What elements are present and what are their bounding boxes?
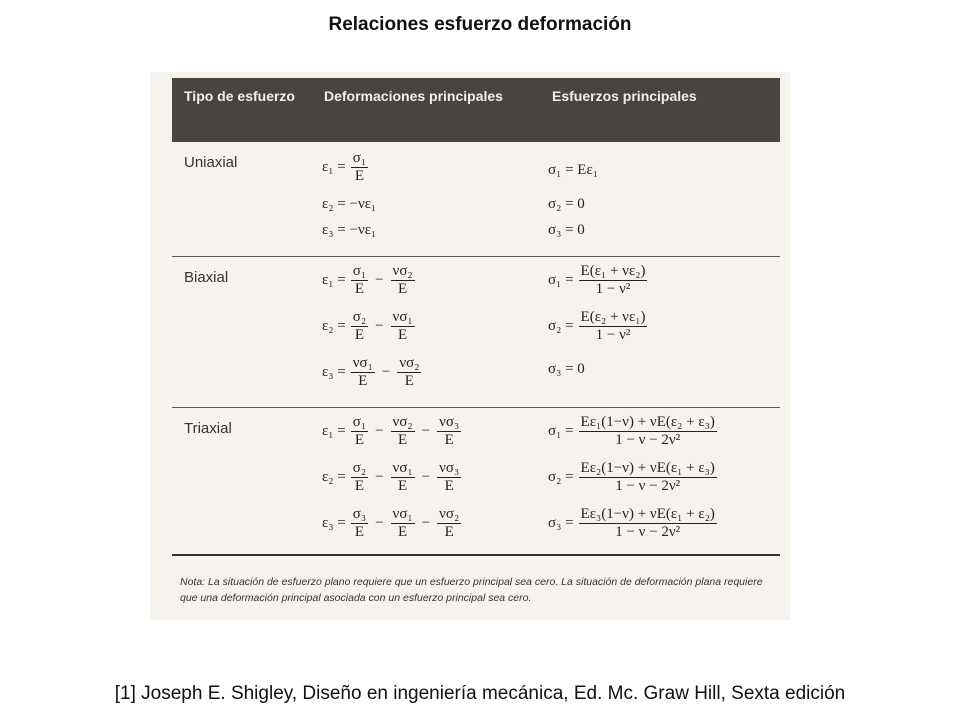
equation: σ₁ = $\frac{\text{E(ε₁ + νε₂)}}{\text{1 − ν²}}$ <box>548 263 646 297</box>
section-uniaxial <box>172 142 780 257</box>
equation: σ₂ = $\frac{\text{Eε₂(1−ν) + νE(ε₁ + ε₃)}}{\text{1 − ν − 2ν²}}$ <box>548 460 715 494</box>
equation: ε₃ = $\frac{\text{νσ₁}}{E}$ − $\frac{\text{νσ₂}}{E}$ <box>322 355 420 389</box>
table-note-area <box>172 556 780 616</box>
equation: ε₁ = $\frac{\text{σ₁}}{E}$ − $\frac{\text{νσ₂}}{E}$ <box>322 263 413 297</box>
equation: ε₃ = $\frac{\text{σ₃}}{E}$ − $\frac{\text{νσ₁}}{E}$ − $\frac{\text{νσ₂}}{E}$ <box>322 506 460 540</box>
header-stress-type: Tipo de esfuerzo <box>184 88 295 104</box>
section-type-label: Uniaxial <box>184 154 238 171</box>
table-header <box>172 78 780 142</box>
slide-title: Relaciones esfuerzo deformación <box>328 14 632 35</box>
equation: σ₃ = 0 <box>548 361 585 377</box>
equation: ε₂ = $\frac{\text{σ₂}}{E}$ − $\frac{\text{νσ₁}}{E}$ <box>322 309 413 343</box>
section-triaxial <box>172 408 780 556</box>
table-note: Nota: La situación de esfuerzo plano requiere que un esfuerzo principal sea cero. La situación de deformación plana requiere que una deformación principal asociada con un esfuerzo principal sea cero. <box>180 576 763 604</box>
section-biaxial <box>172 257 780 408</box>
equation: ε₂ = −νε₁ <box>322 196 377 212</box>
header-principal-stresses: Esfuerzos principales <box>552 88 697 104</box>
equation: σ₂ = $\frac{\text{E(ε₂ + νε₁)}}{\text{1 − ν²}}$ <box>548 309 646 343</box>
citation: [1] Joseph E. Shigley, Diseño en ingeniería mecánica, Ed. Mc. Graw Hill, Sexta edición <box>114 683 846 704</box>
stress-strain-table <box>172 78 780 616</box>
equation: ε₁ = $\frac{\text{σ₁}}{E}$ <box>322 150 367 184</box>
equation: σ₃ = 0 <box>548 222 585 238</box>
equation: σ₃ = $\frac{\text{Eε₃(1−ν) + νE(ε₁ + ε₂)}}{\text{1 − ν − 2ν²}}$ <box>548 506 715 540</box>
equation: ε₃ = −νε₁ <box>322 222 377 238</box>
equation: σ₁ = $\frac{\text{Eε₁(1−ν) + νE(ε₂ + ε₃)}}{\text{1 − ν − 2ν²}}$ <box>548 414 715 448</box>
section-type-label: Biaxial <box>184 269 229 286</box>
equation: ε₂ = $\frac{\text{σ₂}}{E}$ − $\frac{\text{νσ₁}}{E}$ − $\frac{\text{νσ₃}}{E}$ <box>322 460 460 494</box>
section-type-label: Triaxial <box>184 420 232 437</box>
equation: σ₁ = Eε₁ <box>548 162 598 178</box>
header-principal-strains: Deformaciones principales <box>324 88 503 104</box>
equation: σ₂ = 0 <box>548 196 585 212</box>
equation: ε₁ = $\frac{\text{σ₁}}{E}$ − $\frac{\text{νσ₂}}{E}$ − $\frac{\text{νσ₃}}{E}$ <box>322 414 460 448</box>
